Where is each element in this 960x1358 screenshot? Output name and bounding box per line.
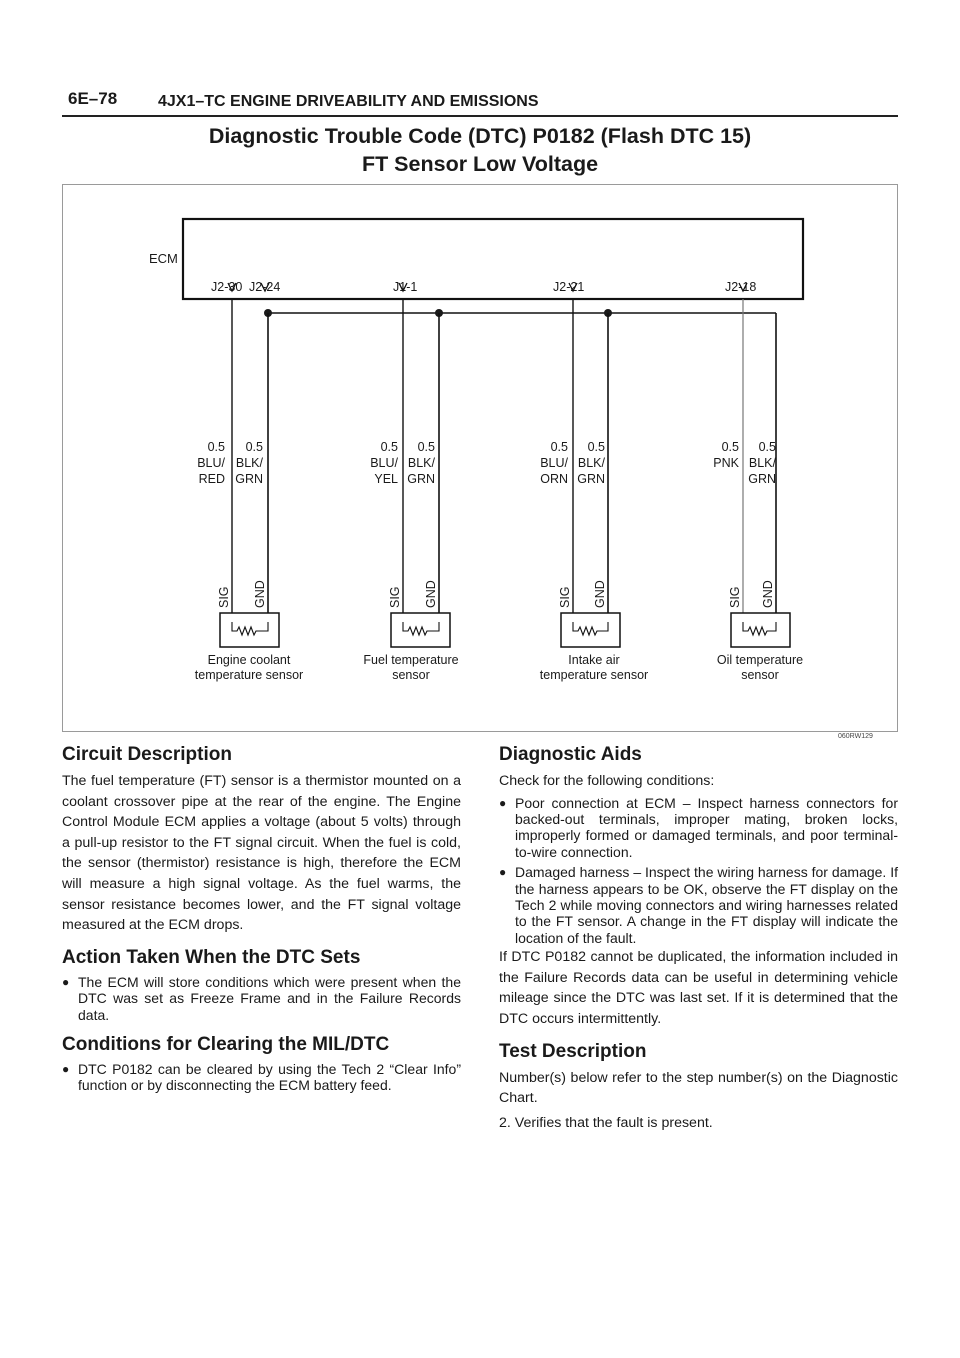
wire-color-label: GRN [407, 472, 435, 486]
wire-gauge-label: 0.5 [207, 440, 225, 454]
diagnostic-aids-list [499, 795, 898, 947]
diagnostic-aids-intro: Check for the following conditions: [499, 773, 715, 789]
wire-gauge-label: 0.5 [721, 440, 739, 454]
document-title-line2: FT Sensor Low Voltage [361, 152, 599, 176]
wire-color-label: GRN [577, 472, 605, 486]
test-description-heading: Test Description [499, 1040, 647, 1062]
sensor-name: Oil temperature [716, 653, 804, 667]
list-item [62, 1061, 461, 1094]
wire-gauge-label: 0.5 [417, 440, 435, 454]
sensor-connector-intake-air [561, 613, 620, 647]
list-item [499, 864, 898, 946]
test-description-step: 2. Verifies that the fault is present. [499, 1114, 713, 1131]
sensor-name: temperature sensor [194, 668, 304, 682]
list-item-text: The ECM will store conditions which were present when the DTC was set as Freeze Frame and in the Failure Records data. [78, 973, 461, 1023]
wire-color-label: BLU/ [370, 456, 398, 470]
list-item-text: DTC P0182 can be cleared by using the Tech 2 “Clear Info” function or by disconnecting the ECM battery feed. [78, 1060, 461, 1094]
page-number: 6E–78 [68, 89, 118, 108]
sensor-connector-fuel-temperature [391, 613, 450, 647]
test-description-intro: Number(s) below refer to the step number(s) on the Diagnostic Chart. [499, 1069, 898, 1107]
gnd-label: GND [424, 580, 438, 608]
sensor-name: Engine coolant [207, 653, 291, 667]
sig-label: SIG [728, 586, 742, 608]
sig-label: SIG [388, 586, 402, 608]
sensor-name: sensor [741, 668, 779, 682]
pin-label: J2-18 [725, 280, 757, 294]
wire-color-label: PNK [713, 456, 739, 470]
list-item-text: Damaged harness – Inspect the wiring harness for damage. If the harness appears to be OK, observe the FT display on the Tech 2 while moving connectors and wiring harnesses related to the FT sensor. A change in the FT display will indicate the location of the fault. [515, 864, 898, 946]
gnd-label: GND [593, 580, 607, 608]
sensor-name: Intake air [568, 653, 620, 667]
wire-gauge-label: 0.5 [380, 440, 398, 454]
sensor-name: temperature sensor [539, 668, 649, 682]
wire-color-label: YEL [374, 472, 398, 486]
clearing-conditions-list [62, 1061, 461, 1094]
bullet-icon: ● [62, 974, 70, 989]
left-column [62, 742, 461, 1098]
clearing-conditions-heading: Conditions for Clearing the MIL/DTC [62, 1033, 390, 1055]
bullet-icon: ● [499, 865, 507, 880]
wire-color-label: RED [198, 472, 225, 486]
section-title: 4JX1–TC ENGINE DRIVEABILITY AND EMISSIONS [158, 93, 539, 110]
pin-label: J1-1 [393, 280, 418, 294]
wire-color-label: BLK/ [235, 456, 263, 470]
wire-color-label: BLK/ [407, 456, 435, 470]
wire-color-label: BLU/ [197, 456, 225, 470]
diagnostic-aids-heading: Diagnostic Aids [499, 744, 642, 765]
list-item [499, 795, 898, 861]
bullet-icon: ● [62, 1061, 70, 1076]
list-item [62, 974, 461, 1023]
wire-color-label: BLK/ [748, 456, 776, 470]
pin-label: J2-24 [249, 280, 281, 294]
pin-label: J2-21 [553, 280, 585, 294]
ecm-label: ECM [149, 251, 178, 266]
wire-gauge-label: 0.5 [550, 440, 568, 454]
pin-label: J2-30 [211, 280, 243, 294]
circuit-description-heading: Circuit Description [62, 744, 232, 765]
gnd-label: GND [761, 580, 775, 608]
sig-label: SIG [217, 586, 231, 608]
sensor-name: sensor [392, 668, 430, 682]
wiring-diagram-svg [63, 185, 897, 731]
circuit-description-body: The fuel temperature (FT) sensor is a thermistor mounted on a coolant crossover pipe at the rear of the engine. The Engine Control Module ECM applies a voltage (about 5 volts) through a pull-up resistor to the FT signal circuit. When the fuel is cold, the sensor (thermistor) resistance is high, therefore the ECM will measure a high signal voltage. As the fuel warms, the sensor resistance becomes lower, and the FT signal voltage measured at the ECM drops. [62, 773, 461, 934]
wire-gauge-label: 0.5 [587, 440, 605, 454]
action-taken-list [62, 974, 461, 1023]
bullet-icon: ● [499, 795, 507, 810]
wiring-diagram [62, 184, 898, 732]
diagnostic-aids-closing: If DTC P0182 cannot be duplicated, the information included in the Failure Records data can be useful in determining vehicle mileage since the DTC was last set. If it is determined that the DTC occurs intermittently. [499, 949, 898, 1028]
document-title-line1: Diagnostic Trouble Code (DTC) P0182 (Flash DTC 15) [208, 124, 752, 148]
sensor-connector-engine-coolant [220, 613, 279, 647]
action-taken-heading: Action Taken When the DTC Sets [62, 946, 361, 968]
wire-gauge-label: 0.5 [245, 440, 263, 454]
wire-color-label: BLK/ [577, 456, 605, 470]
wire-color-label: GRN [748, 472, 776, 486]
right-column [499, 742, 898, 1133]
wire-color-label: BLU/ [540, 456, 568, 470]
gnd-label: GND [253, 580, 267, 608]
wire-color-label: GRN [235, 472, 263, 486]
sig-label: SIG [558, 586, 572, 608]
wire-gauge-label: 0.5 [758, 440, 776, 454]
list-item-text: Poor connection at ECM – Inspect harness connectors for backed-out terminals, improper mating, broken locks, improperly formed or damaged terminals, and poor terminal-to-wire connection. [515, 794, 898, 860]
sensor-name: Fuel temperature [363, 653, 459, 667]
header-divider [62, 115, 898, 117]
sensor-connector-oil-temperature [731, 613, 790, 647]
figure-id: 060RW129 [838, 733, 873, 740]
wire-color-label: ORN [540, 472, 568, 486]
